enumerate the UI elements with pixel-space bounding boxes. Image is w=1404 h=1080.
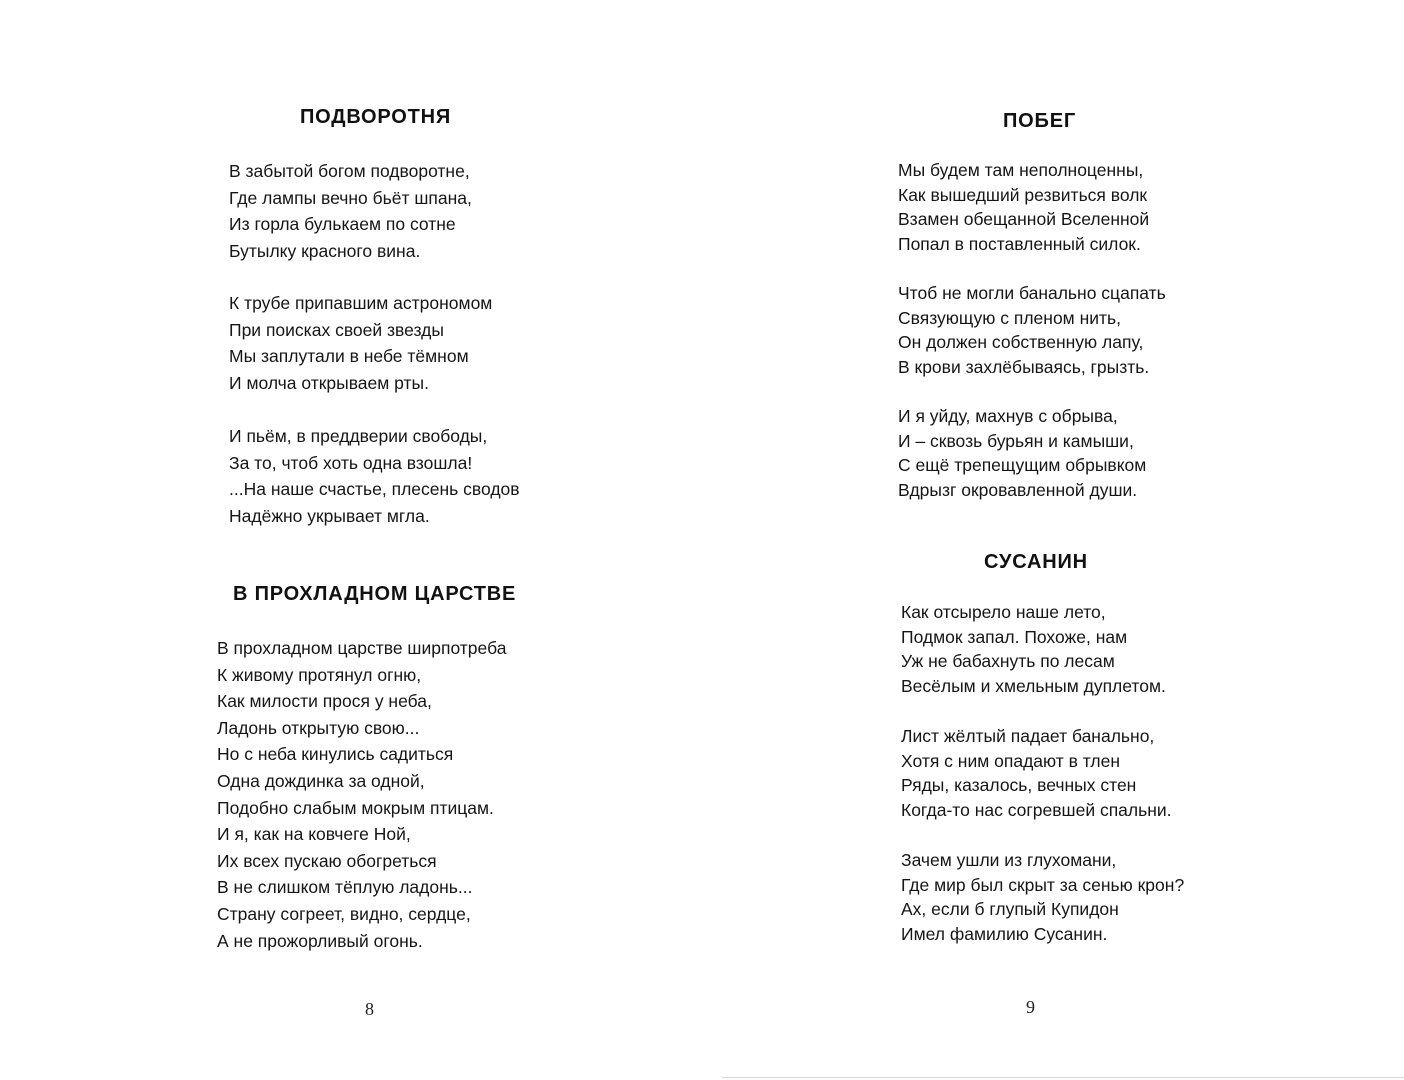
poem-line: С ещё трепещущим обрывком bbox=[898, 455, 1147, 475]
poem-line: Хотя с ним опадают в тлен bbox=[901, 750, 1121, 771]
poem-line: Страну согреет, видно, сердце, bbox=[217, 903, 471, 924]
poem-line: И я, как на ковчеге Ной, bbox=[217, 824, 411, 845]
poem-line: За то, чтоб хоть одна взошла! bbox=[229, 452, 473, 473]
poem-title-pobeg: ПОБЕГ bbox=[1003, 110, 1076, 132]
poem-line: Имел фамилию Сусанин. bbox=[901, 923, 1108, 944]
poem-line: В крови захлёбываясь, грызть. bbox=[898, 356, 1150, 377]
poem-line: И молча открываем рты. bbox=[229, 372, 429, 393]
poem-line: К живому протянул огню, bbox=[217, 664, 422, 685]
poem-line: Попал в поставленный силок. bbox=[898, 233, 1141, 254]
poem-line: Одна дождинка за одной, bbox=[217, 770, 425, 791]
poem-line: А не прожорливый огонь. bbox=[217, 930, 423, 951]
stanza-1 bbox=[229, 158, 472, 264]
poem-line: Подмок запал. Похоже, нам bbox=[901, 626, 1128, 647]
poem-line: Как вышедший резвиться волк bbox=[898, 184, 1148, 205]
stanza-single bbox=[217, 635, 506, 954]
poem-line: Где мир был скрыт за сенью крон? bbox=[901, 874, 1185, 895]
poem-line: Как милости прося у неба, bbox=[217, 691, 432, 712]
poem-line: Зачем ушли из глухомани, bbox=[901, 850, 1117, 870]
page-number: 8 bbox=[365, 999, 374, 1019]
stanza-2 bbox=[229, 290, 492, 396]
poem-line: Их всех пускаю обогреться bbox=[217, 850, 437, 871]
stanza-3 bbox=[229, 423, 520, 529]
stanza-1 bbox=[901, 600, 1166, 698]
poem-line: К трубе припавшим астрономом bbox=[229, 293, 493, 313]
poem-title-susanin: СУСАНИН bbox=[984, 551, 1088, 573]
stanza-3 bbox=[901, 848, 1184, 946]
poem-line: И пьём, в преддверии свободы, bbox=[229, 426, 488, 446]
poem-line: ...На наше счастье, плесень сводов bbox=[229, 479, 520, 499]
poem-line: Бутылку красного вина. bbox=[229, 240, 421, 261]
poem-line: Мы будем там неполноценны, bbox=[898, 160, 1144, 180]
poem-line: Где лампы вечно бьёт шпана, bbox=[229, 187, 472, 208]
page-number: 9 bbox=[1026, 997, 1035, 1017]
right-page bbox=[702, 0, 1404, 1080]
poem-title-v-prohladnom-tsarstve: В ПРОХЛАДНОМ ЦАРСТВЕ bbox=[233, 583, 517, 605]
poem-line: Из горла булькаем по сотне bbox=[229, 214, 456, 234]
poem-line: В не слишком тёплую ладонь... bbox=[217, 877, 473, 898]
stanza-3 bbox=[898, 404, 1146, 502]
poem-line: Подобно слабым мокрым птицам. bbox=[217, 797, 494, 818]
poem-line: Весёлым и хмельным дуплетом. bbox=[901, 675, 1166, 696]
poem-line: И я уйду, махнув с обрыва, bbox=[898, 406, 1118, 426]
poem-line: При поисках своей звезды bbox=[229, 319, 444, 340]
poem-line: Как отсырело наше лето, bbox=[901, 602, 1106, 622]
poem-line: Чтоб не могли банально сцапать bbox=[898, 283, 1166, 303]
poem-line: Но с неба кинулись садиться bbox=[217, 744, 454, 765]
poem-line: В забытой богом подворотне, bbox=[229, 161, 470, 181]
poem-line: Ряды, казалось, вечных стен bbox=[901, 775, 1137, 795]
poem-line: В прохладном царстве ширпотреба bbox=[217, 638, 507, 658]
stanza-1 bbox=[898, 158, 1149, 256]
poem-line: Уж не бабахнуть по лесам bbox=[901, 651, 1115, 671]
poem-line: Связующую с пленом нить, bbox=[898, 307, 1122, 328]
stanza-2 bbox=[898, 281, 1166, 379]
stanza-2 bbox=[901, 724, 1172, 822]
poem-line: Ах, если б глупый Купидон bbox=[901, 899, 1119, 919]
poem-line: Лист жёлтый падает банально, bbox=[901, 726, 1155, 746]
poem-line: Взамен обещанной Вселенной bbox=[898, 209, 1150, 229]
poem-line: Он должен собственную лапу, bbox=[898, 332, 1144, 352]
poem-line: Когда-то нас согревшей спальни. bbox=[901, 799, 1172, 820]
scan-edge-divider bbox=[722, 1077, 1404, 1078]
poem-title-podvorotnya: ПОДВОРОТНЯ bbox=[300, 106, 452, 128]
poem-line: И – сквозь бурьян и камыши, bbox=[898, 430, 1134, 451]
poem-line: Мы заплутали в небе тёмном bbox=[229, 346, 469, 366]
poem-line: Надёжно укрывает мгла. bbox=[229, 505, 430, 526]
poem-line: Ладонь открытую свою... bbox=[217, 717, 420, 738]
poem-line: Вдрызг окровавленной души. bbox=[898, 479, 1138, 500]
